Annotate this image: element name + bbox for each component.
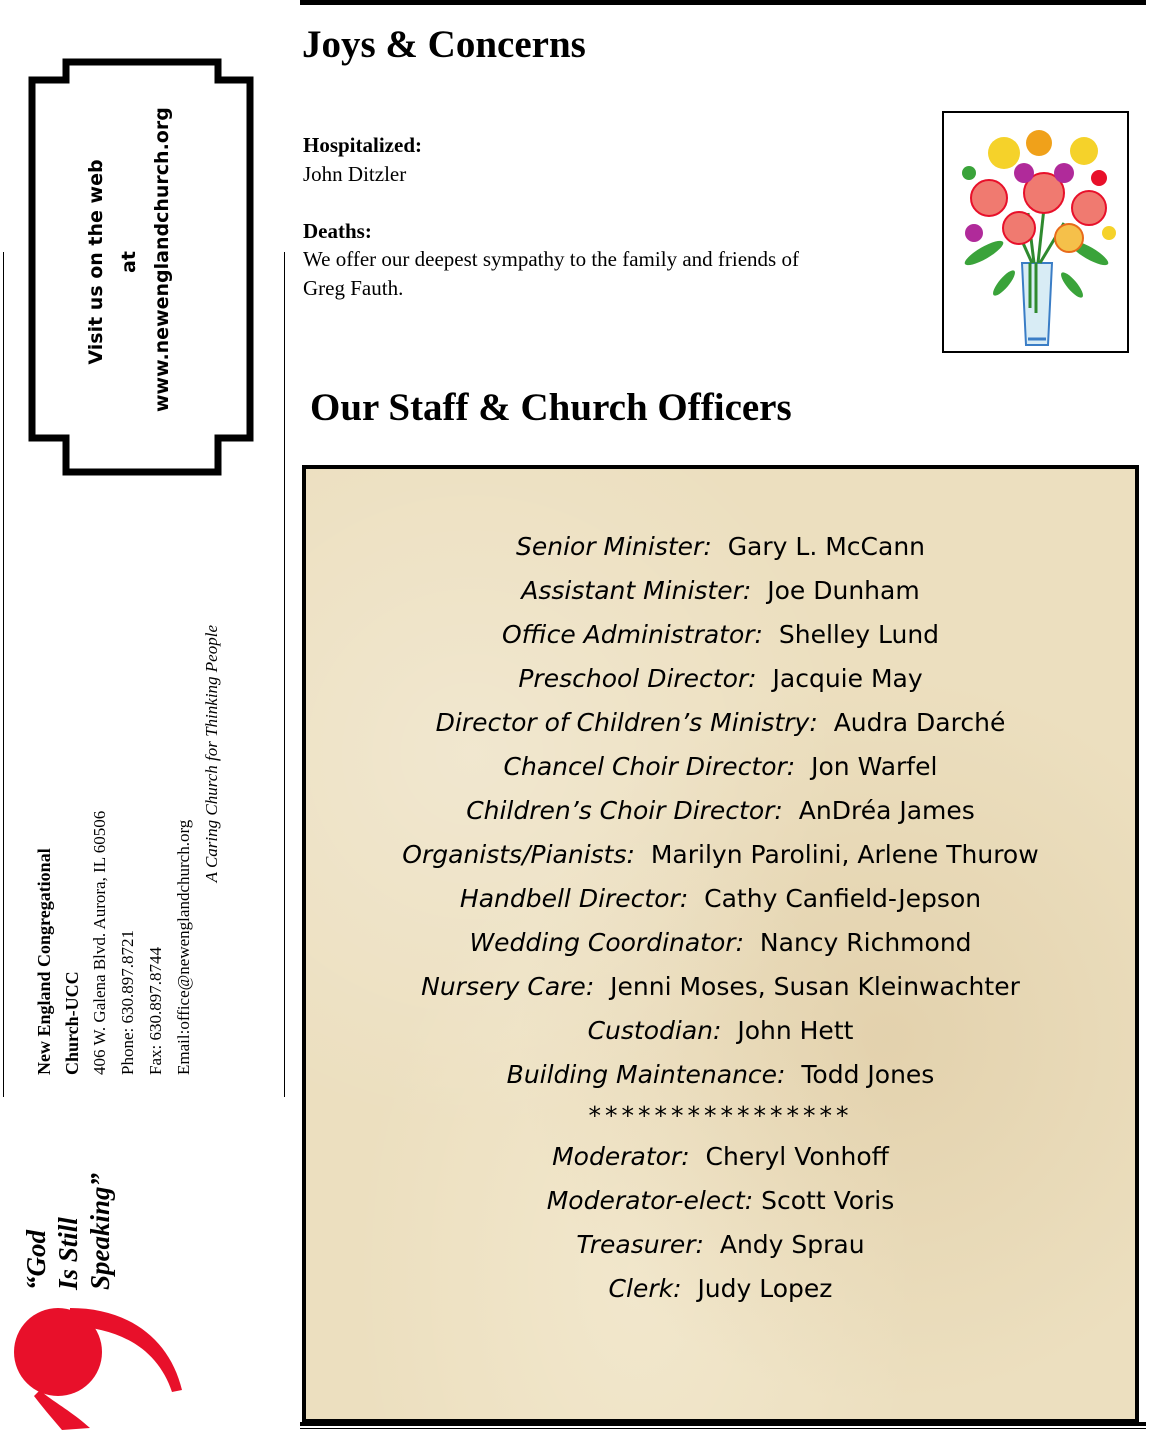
staff-role: Assistant Minister bbox=[521, 576, 743, 605]
staff-role: Children’s Choir Director bbox=[466, 796, 775, 825]
hospitalized-name: John Ditzler bbox=[303, 162, 407, 186]
staff-role: Preschool Director bbox=[518, 664, 749, 693]
staff-role: Director of Children’s Ministry bbox=[435, 708, 810, 737]
staff-entry: Custodian: John Hett bbox=[587, 1016, 854, 1045]
officer-entry: Moderator: Cheryl Vonhoff bbox=[552, 1142, 889, 1171]
top-rule bbox=[300, 0, 1146, 5]
staff-officers-box bbox=[302, 465, 1139, 1423]
website-line-2: at bbox=[118, 251, 140, 273]
officer-name: Judy Lopez bbox=[697, 1274, 833, 1303]
staff-role: Handbell Director bbox=[459, 884, 680, 913]
staff-name: Todd Jones bbox=[801, 1060, 935, 1089]
staff-role: Wedding Coordinator bbox=[469, 928, 736, 957]
staff-entry: Assistant Minister: Joe Dunham bbox=[521, 576, 920, 605]
staff-officers-title: Our Staff & Church Officers bbox=[310, 386, 792, 429]
staff-name: Nancy Richmond bbox=[759, 928, 972, 957]
hospitalized-label: Hospitalized: bbox=[303, 133, 422, 157]
staff-name: AnDréa James bbox=[798, 796, 975, 825]
website-callout bbox=[80, 107, 179, 412]
slogan-line-1: “God bbox=[21, 1230, 51, 1290]
staff-entry: Senior Minister: Gary L. McCann bbox=[515, 532, 926, 561]
staff-role: Office Administrator bbox=[501, 620, 755, 649]
officer-role: Treasurer bbox=[576, 1230, 696, 1259]
staff-name: Jacquie May bbox=[772, 664, 923, 693]
website-url[interactable]: www.newenglandchurch.org bbox=[151, 107, 173, 412]
staff-entry: Preschool Director: Jacquie May bbox=[518, 664, 923, 693]
staff-role: Organists/Pianists bbox=[402, 840, 627, 869]
ucc-comma-logo-icon bbox=[10, 1300, 190, 1430]
officer-name: Andy Sprau bbox=[719, 1230, 865, 1259]
slogan-line-3: Speaking” bbox=[85, 1172, 115, 1290]
deaths-text-line-2: Greg Fauth. bbox=[303, 276, 404, 300]
staff-entry: Handbell Director: Cathy Canfield-Jepson bbox=[459, 884, 982, 913]
bottom-rule-thin bbox=[300, 1428, 1146, 1429]
email-address[interactable]: Email:office@newenglandchurch.org bbox=[174, 819, 193, 1075]
staff-entry: Director of Children’s Ministry: Audra Darché bbox=[435, 708, 1006, 737]
staff-role: Custodian bbox=[587, 1016, 713, 1045]
staff-name: Jon Warfel bbox=[811, 752, 938, 781]
staff-name: John Hett bbox=[737, 1016, 854, 1045]
slogan-line-2: Is Still bbox=[53, 1217, 83, 1290]
church-address bbox=[30, 605, 226, 1075]
officer-role: Clerk bbox=[608, 1274, 674, 1303]
street-address: 406 W. Galena Blvd. Aurora, IL 60506 bbox=[90, 810, 109, 1075]
staff-entry: Nursery Care: Jenni Moses, Susan Kleinwachter bbox=[421, 972, 1020, 1001]
staff-role: Senior Minister bbox=[515, 532, 704, 561]
deaths-label: Deaths: bbox=[303, 219, 372, 243]
staff-role: Building Maintenance bbox=[506, 1060, 778, 1089]
joys-concerns-title: Joys & Concerns bbox=[302, 23, 586, 66]
officer-entry: Treasurer: Andy Sprau bbox=[576, 1230, 865, 1259]
church-name-line-2: Church-UCC bbox=[62, 971, 82, 1075]
staff-name: Audra Darché bbox=[833, 708, 1006, 737]
staff-entry: Building Maintenance: Todd Jones bbox=[506, 1060, 935, 1089]
deaths-text-line-1: We offer our deepest sympathy to the family and friends of bbox=[303, 247, 799, 271]
staff-role: Nursery Care bbox=[421, 972, 586, 1001]
staff-role: Chancel Choir Director bbox=[503, 752, 787, 781]
fax-number: Fax: 630.897.8744 bbox=[146, 947, 165, 1075]
officer-name: Scott Voris bbox=[761, 1186, 895, 1215]
church-name-line-1: New England Congregational bbox=[34, 848, 54, 1075]
staff-entry: Chancel Choir Director: Jon Warfel bbox=[503, 752, 938, 781]
sidebar-left-rule bbox=[3, 252, 4, 1097]
officer-entry: Clerk: Judy Lopez bbox=[608, 1274, 833, 1303]
staff-name: Joe Dunham bbox=[767, 576, 920, 605]
sidebar-right-rule bbox=[284, 252, 285, 1097]
church-tagline: A Caring Church for Thinking People bbox=[202, 625, 221, 883]
phone-number: Phone: 630.897.8721 bbox=[118, 930, 137, 1075]
staff-name: Cathy Canfield-Jepson bbox=[704, 884, 982, 913]
separator-stars: **************** bbox=[588, 1101, 853, 1130]
officer-role: Moderator bbox=[552, 1142, 682, 1171]
website-line-1: Visit us on the web bbox=[85, 159, 107, 365]
staff-entry: Wedding Coordinator: Nancy Richmond bbox=[469, 928, 972, 957]
staff-name: Shelley Lund bbox=[778, 620, 940, 649]
staff-entry: Office Administrator: Shelley Lund bbox=[501, 620, 940, 649]
staff-entry: Organists/Pianists: Marilyn Parolini, Arlene Thurow bbox=[402, 840, 1039, 869]
staff-entry: Children’s Choir Director: AnDréa James bbox=[466, 796, 975, 825]
officer-role: Moderator-elect bbox=[546, 1186, 745, 1215]
staff-name: Marilyn Parolini, Arlene Thurow bbox=[650, 840, 1039, 869]
staff-list bbox=[306, 525, 1135, 1311]
officer-entry: Moderator-elect: Scott Voris bbox=[546, 1186, 895, 1215]
staff-name: Jenni Moses, Susan Kleinwachter bbox=[610, 972, 1020, 1001]
slogan bbox=[20, 1060, 116, 1290]
flower-bouquet-icon bbox=[942, 111, 1129, 353]
staff-name: Gary L. McCann bbox=[727, 532, 926, 561]
officer-name: Cheryl Vonhoff bbox=[705, 1142, 889, 1171]
